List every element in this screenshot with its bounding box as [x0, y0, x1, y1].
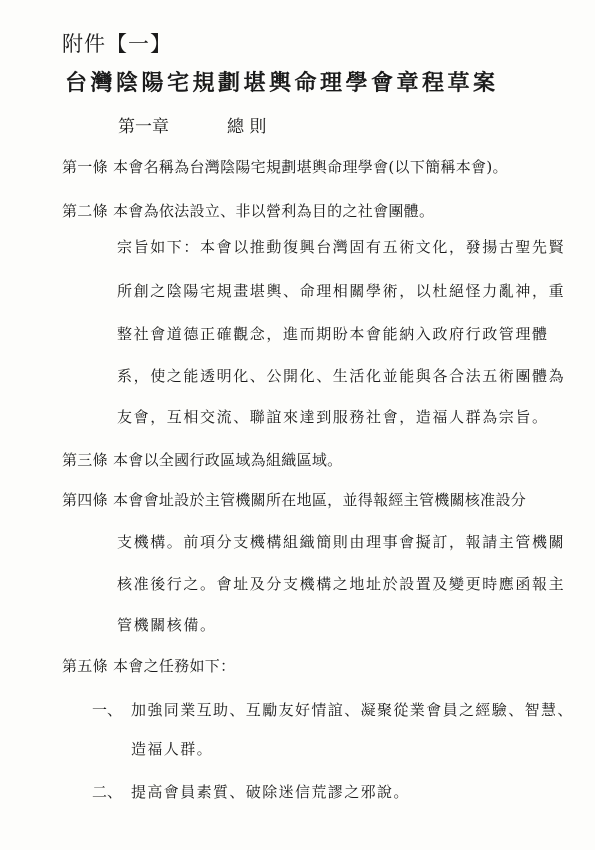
list-item-text: 加強同業互助、互勵友好情誼、凝聚從業會員之經驗、智慧、 [131, 701, 574, 719]
article-4-line-2: 核准後行之。會址及分支機構之地址於設置及變更時應函報主 [117, 575, 566, 593]
chapter-name: 總 則 [227, 117, 267, 137]
chapter-heading [118, 119, 266, 136]
chapter-number: 第一章 [118, 117, 169, 137]
article-2-line-5: 友會，互相交流、聯誼來達到服務社會，造福人群為宗旨。 [117, 408, 549, 426]
article-1 [62, 160, 508, 175]
article-4-line-1: 支機構。前項分支機構組織簡則由理事會擬訂，報請主管機關 [117, 533, 566, 551]
article-2 [62, 204, 434, 219]
article-4 [62, 493, 526, 508]
list-item-continuation: 造福人群。 [131, 740, 214, 758]
document-title: 台灣陰陽宅規劃堪輿命理學會章程草案 [65, 70, 499, 96]
annex-label: 附件【一】 [62, 32, 172, 56]
article-label: 第一條 [62, 158, 108, 176]
article-3 [62, 453, 343, 468]
article-2-line-1: 宗旨如下：本會以推動復興台灣固有五術文化，發揚古聖先賢 [117, 238, 566, 256]
article-text: 本會會址設於主管機關所在地區，並得報經主管機關核准設分 [112, 491, 527, 509]
article-text: 本會以全國行政區域為組織區域。 [112, 451, 343, 469]
article-label: 第二條 [62, 202, 108, 220]
article-2-line-2: 所創之陰陽宅規畫堪輿、命理相關學術，以杜絕怪力亂神，重 [117, 282, 566, 300]
article-text: 本會為依法設立、非以營利為目的之社會團體。 [112, 202, 435, 220]
article-5 [62, 659, 235, 674]
article-label: 第五條 [62, 657, 108, 675]
article-2-line-4: 系，使之能透明化、公開化、生活化並能與各合法五術團體為 [117, 367, 566, 385]
list-item-number: 二、 [92, 783, 123, 801]
article-label: 第三條 [62, 451, 108, 469]
article-4-line-3: 管機關核備。 [117, 616, 217, 634]
list-item-text: 提高會員素質、破除迷信荒謬之邪說。 [131, 783, 410, 801]
article-label: 第四條 [62, 491, 108, 509]
article-2-line-3: 整社會道德正確觀念，進而期盼本會能納入政府行政管理體 [117, 325, 549, 343]
article-text: 本會名稱為台灣陰陽宅規劃堪輿命理學會(以下簡稱本會)。 [112, 158, 508, 176]
article-text: 本會之任務如下： [112, 657, 236, 675]
list-item-number: 一、 [92, 701, 123, 719]
